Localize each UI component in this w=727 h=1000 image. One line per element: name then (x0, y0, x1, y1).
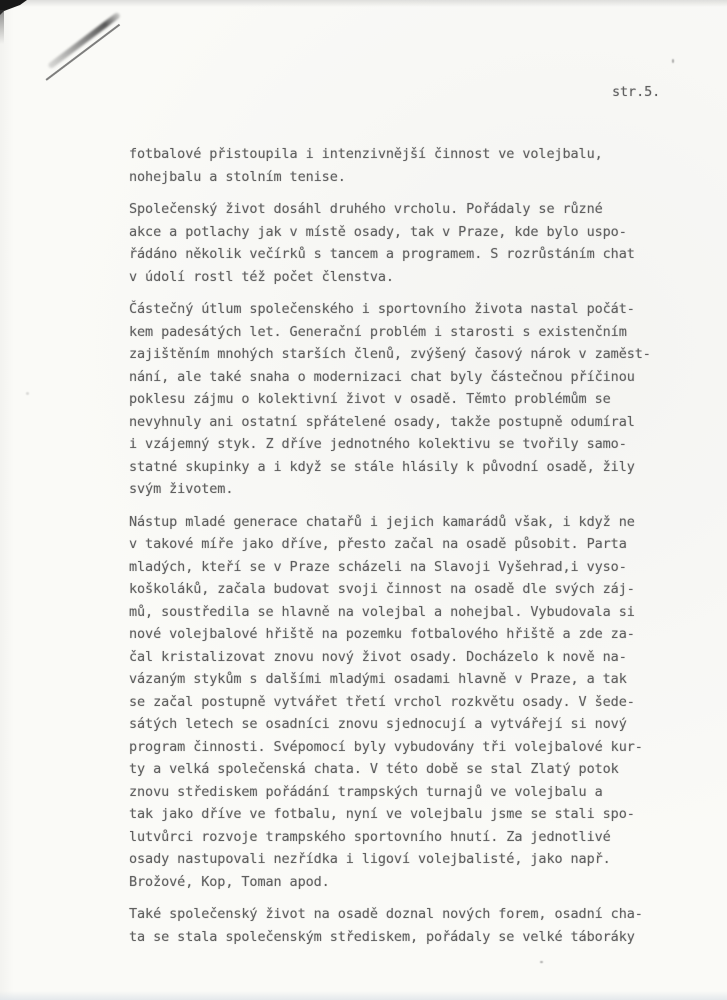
text-line: nání, ale také snaha o modernizaci chat byly částečnou příčinou (129, 368, 635, 385)
scan-speck (26, 392, 29, 395)
text-line: tak jako dříve ve fotbalu, nyní ve volejbalu jsme se stali spo- (129, 806, 635, 822)
text-line: řádáno několik večírků s tancem a programem. S rozrůstáním chat (129, 246, 635, 262)
text-line: lutvůrci rozvoje trampského sportovního hnutí. Za jednotlivé (129, 828, 611, 845)
text-line: sátých letech se osadníci znovu sjednocují a vytvářejí si nový (129, 716, 627, 732)
text-line: v takové míře jako dříve, přesto začal na osadě působit. Parta (129, 536, 627, 552)
text-line: kem padesátých let. Generační problém i starosti s existenčním (129, 323, 627, 340)
paragraph (129, 511, 674, 894)
text-line: i vzájemný styk. Z dříve jednotného kolektivu se tvořily samo- (129, 436, 627, 452)
paragraph (129, 143, 674, 188)
text-line: nové volejbalové hřiště na pozemku fotbalového hřiště a zde za- (129, 626, 635, 642)
text-line: mladých, kteří se v Praze scházeli na Slavoji Vyšehrad,i vyso- (129, 558, 627, 575)
text-line: osady nastupovali nezřídka i ligoví volejbalisté, jako např. (129, 851, 611, 867)
text-line: v údolí rostl též počet členstva. (129, 268, 394, 285)
paragraph (129, 903, 674, 948)
text-line: akce a potlachy jak v místě osady, tak v Praze, kde bylo uspo- (129, 223, 627, 240)
pencil-mark-line (46, 24, 120, 81)
scan-speck (540, 961, 543, 963)
scan-edge-artifact (0, 10, 4, 44)
text-line: svým životem. (129, 481, 234, 497)
text-line: Částečný útlum společenského i sportovního života nastal počát- (129, 301, 635, 317)
text-line: Nástup mladé generace chatařů i jejich kamarádů však, i když ne (129, 513, 635, 530)
text-line: čal kristalizovat znovu nový život osady. Docházelo k nově na- (129, 648, 627, 665)
text-line: nohejbalu a stolním tenise. (129, 168, 346, 185)
text-line: poklesu zájmu o kolektivní život v osadě. Těmto problémům se (129, 391, 611, 407)
text-line: mů, soustředila se hlavně na volejbal a nohejbal. Vybudovala si (129, 603, 635, 620)
text-line: znovu střediskem pořádání trampských turnajů ve volejbalu a (129, 783, 603, 800)
text-line: zajištěním mnohých starších členů, zvýšený časový nárok v zaměst- (129, 346, 651, 362)
page-number: str.5. (612, 84, 661, 100)
scan-corner-artifact (0, 0, 30, 15)
text-line: Také společenský život na osadě doznal nových forem, osadní cha- (129, 906, 643, 922)
text-line: fotbalové přistoupila i intenzivnější činnost ve volejbalu, (129, 146, 603, 162)
text-line: Společenský život dosáhl druhého vrcholu. Pořádaly se různé (129, 201, 603, 217)
text-line: ta se stala společenským střediskem, pořádaly se velké táboráky (129, 928, 635, 945)
document-body (129, 143, 674, 958)
scan-speck (672, 59, 674, 63)
text-line: Brožové, Kop, Toman apod. (129, 873, 330, 890)
text-line: program činnosti. Svépomocí byly vybudovány tři volejbalové kur- (129, 738, 643, 755)
text-line: nevyhnuly ani ostatní spřátelené osady, takže postupně odumíral (129, 413, 635, 430)
text-line: se začal postupně vytvářet třetí vrchol rozkvětu osady. V šede- (129, 693, 635, 710)
text-line: ty a velká společenská chata. V této době se stal Zlatý potok (129, 761, 619, 777)
text-line: vázaným stykům s dalšími mladými osadami hlavně v Praze, a tak (129, 671, 627, 687)
pencil-mark-smudge (47, 12, 121, 70)
text-line: statné skupinky a i když se stále hlásily k původní osadě, žily (129, 458, 635, 475)
paragraph (129, 298, 674, 501)
paragraph (129, 198, 674, 288)
text-line: koškoláků, začala budovat svoji činnost na osadě dle svých záj- (129, 581, 635, 597)
